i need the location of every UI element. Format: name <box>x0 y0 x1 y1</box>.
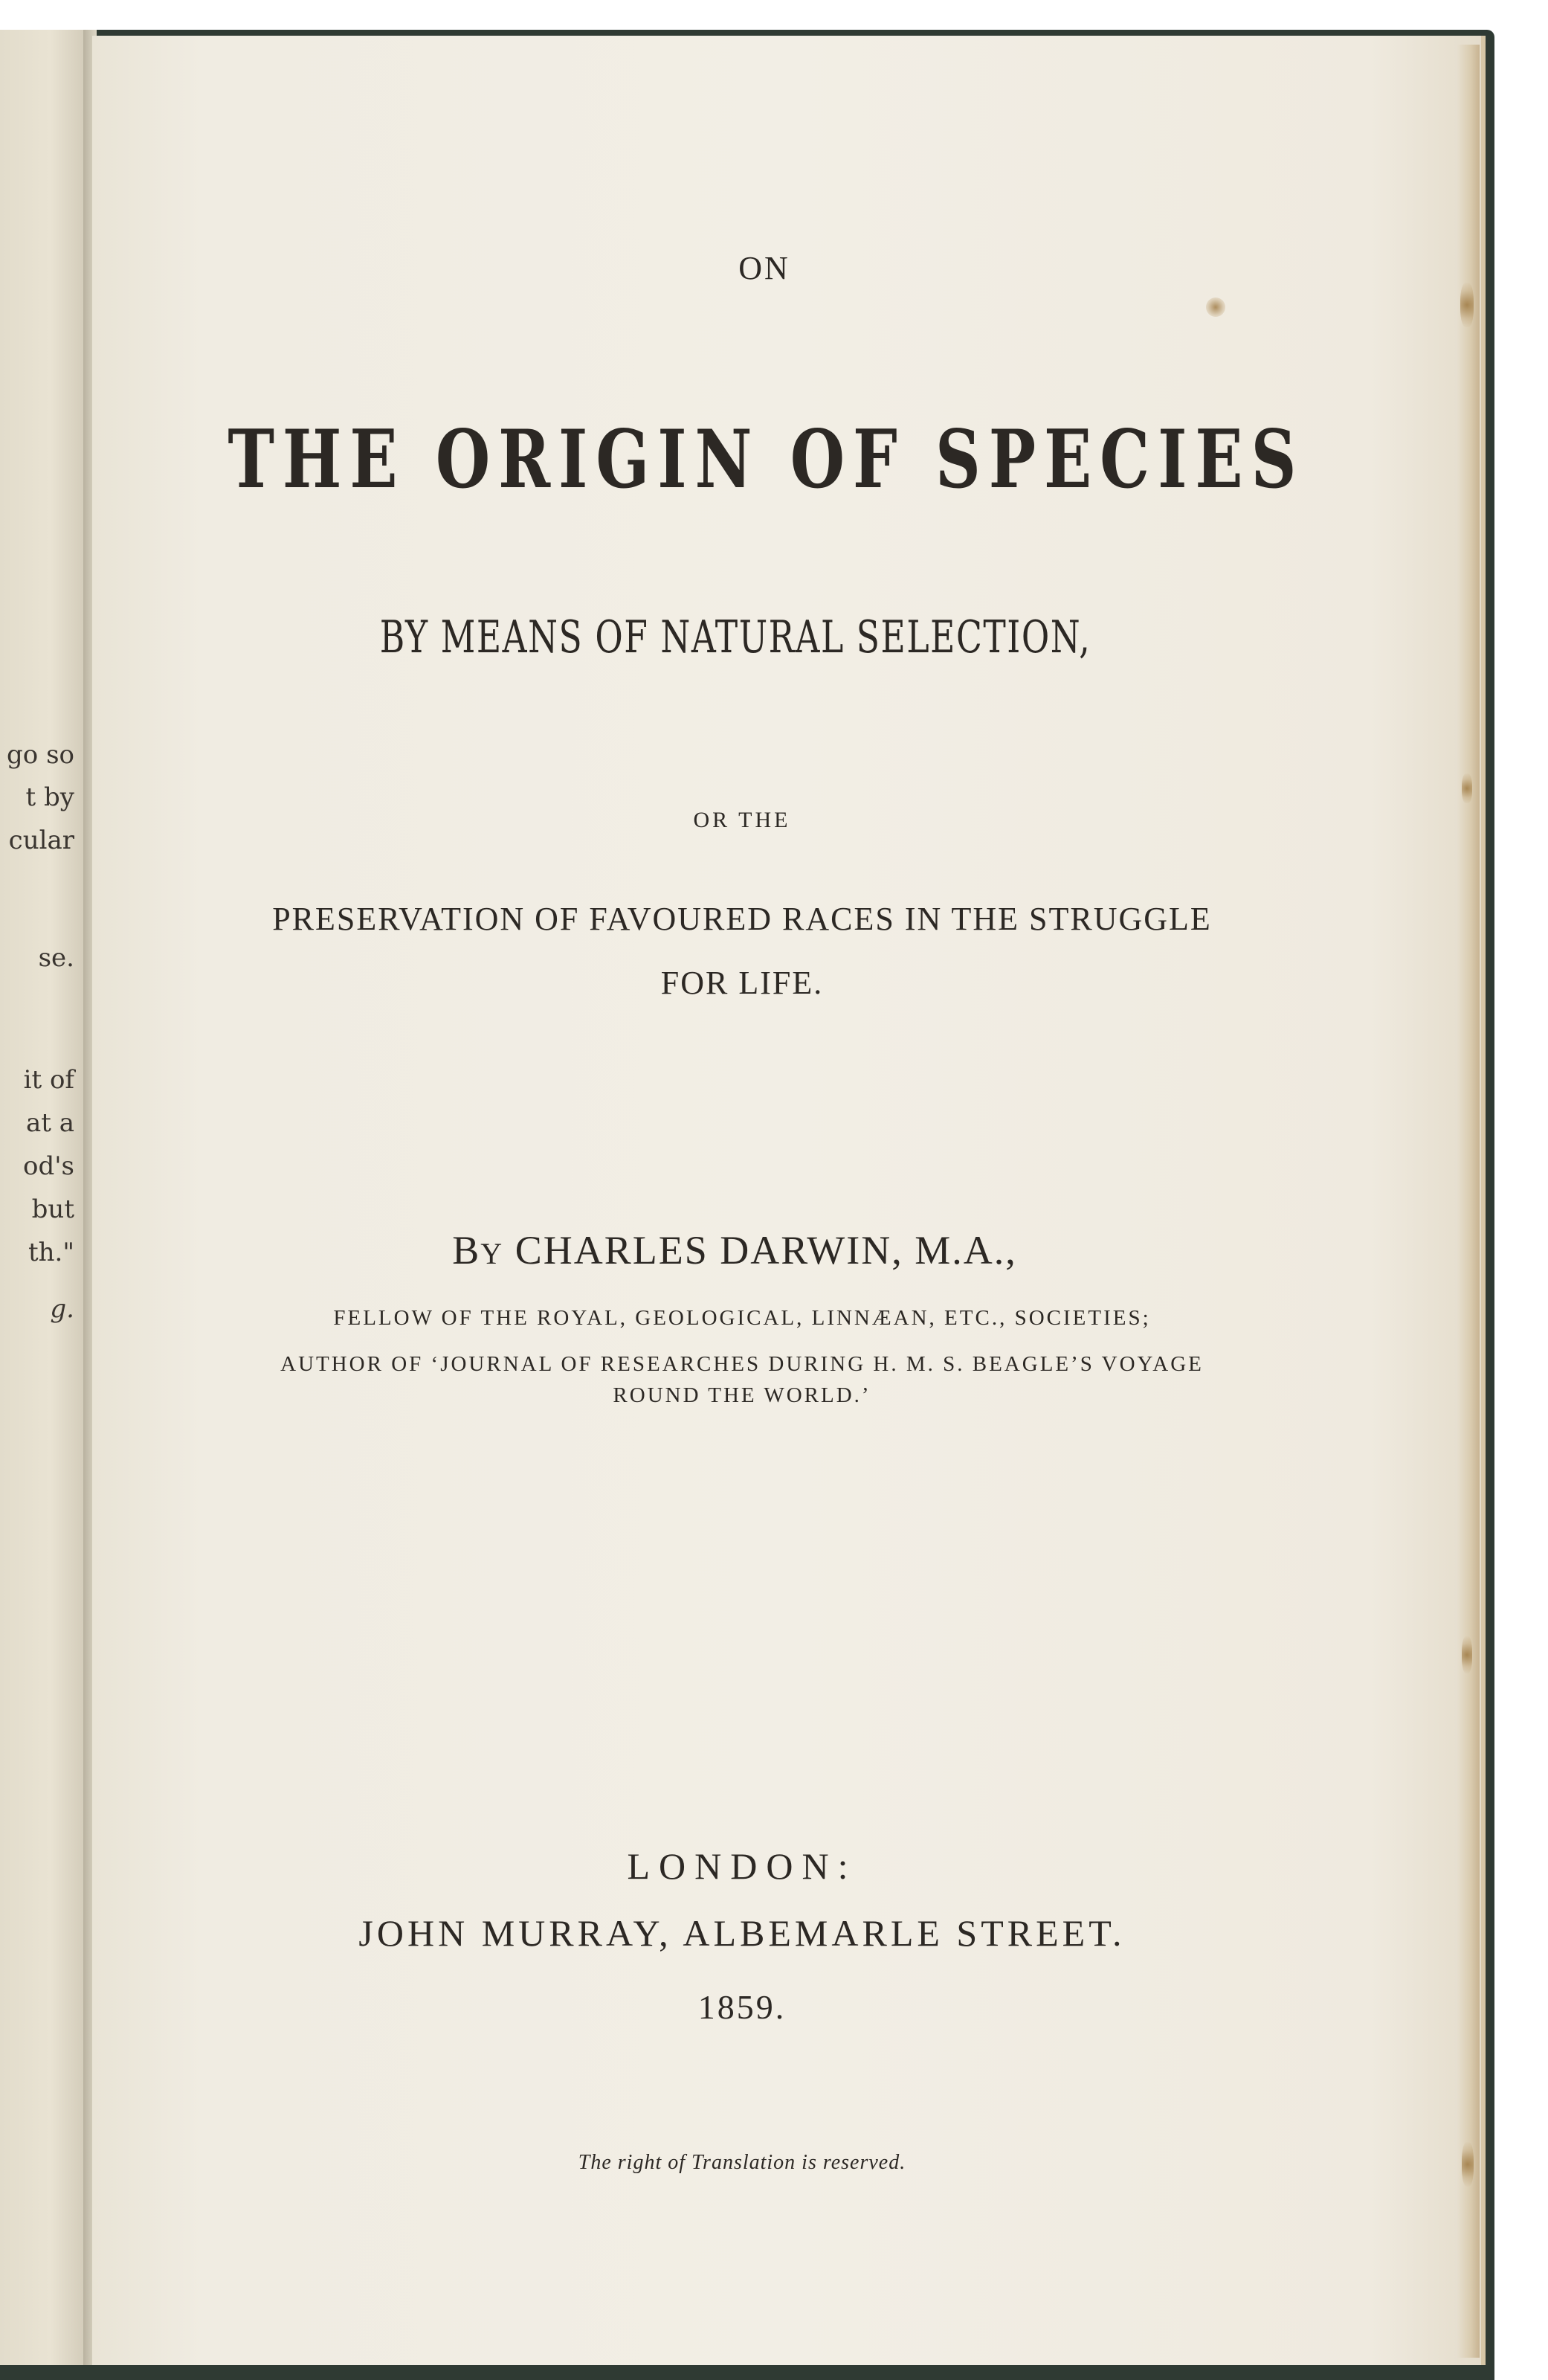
imprint-year: 1859. <box>697 1988 787 2026</box>
title-on: ON <box>738 250 790 286</box>
alternate-title-line-1: PRESERVATION OF FAVOURED RACES IN THE STRUGGLE <box>272 901 1212 937</box>
foxing-spot <box>1462 1636 1472 1673</box>
left-page-text-fragment: but <box>31 1194 74 1224</box>
translation-rights-notice: The right of Translation is reserved. <box>578 2151 906 2174</box>
left-page-text-fragment: cular <box>8 826 74 855</box>
foxing-spot <box>1462 774 1472 803</box>
author-by-rest: Y <box>480 1237 504 1270</box>
author-credit-line-2: ROUND THE WORLD.’ <box>613 1383 871 1407</box>
book-title: THE ORIGIN OF SPECIES <box>228 413 1305 506</box>
author-credit-line-1: AUTHOR OF ‘JOURNAL OF RESEARCHES DURING H. M. S. BEAGLE’S VOYAGE <box>280 1352 1204 1376</box>
left-page-text-fragment: se. <box>38 943 74 973</box>
foxing-spot <box>1460 283 1474 327</box>
book-subtitle: BY MEANS OF NATURAL SELECTION, <box>379 611 1091 663</box>
imprint-city: LONDON: <box>627 1845 857 1887</box>
left-page-text-fragment: g. <box>50 1294 74 1324</box>
left-page-text-fragment: th." <box>28 1238 74 1267</box>
alternate-title-line-2: FOR LIFE. <box>660 965 824 1001</box>
author-line <box>40 1227 1429 1273</box>
left-page-text-fragment: go so <box>7 740 74 770</box>
left-page-text-fragment: t by <box>25 782 74 812</box>
foxing-spot <box>1462 2142 1474 2187</box>
left-page-text-fragment: od's <box>22 1151 74 1181</box>
author-name: CHARLES DARWIN, M.A., <box>503 1228 1017 1273</box>
left-page-text-fragment: at a <box>25 1108 74 1138</box>
left-page-text-fragment: it of <box>23 1065 74 1095</box>
page-edge-foxing <box>1457 45 1480 2358</box>
foxing-spot <box>1206 298 1225 317</box>
author-by-initial: B <box>452 1228 481 1273</box>
author-fellowships: FELLOW OF THE ROYAL, GEOLOGICAL, LINNÆAN, ETC., SOCIETIES; <box>333 1306 1151 1330</box>
imprint-publisher: JOHN MURRAY, ALBEMARLE STREET. <box>358 1912 1126 1954</box>
or-the-connector: OR THE <box>693 808 791 832</box>
